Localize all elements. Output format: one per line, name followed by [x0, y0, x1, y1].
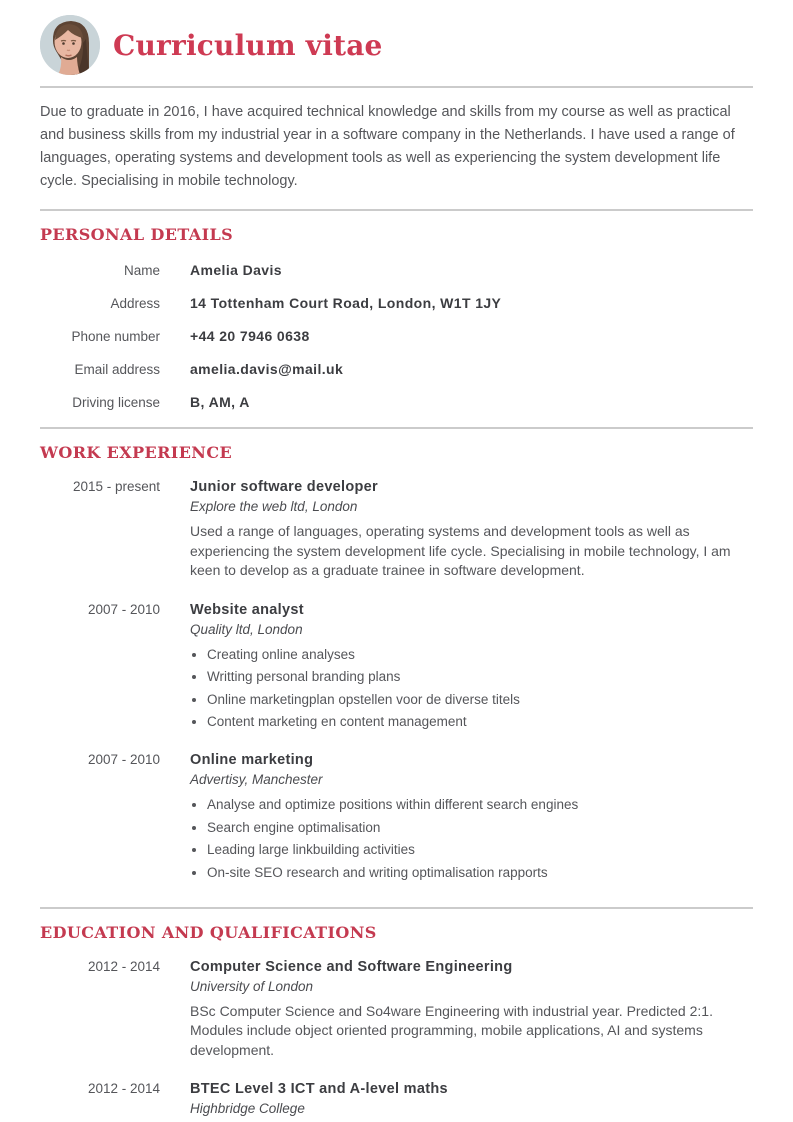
job-description: Used a range of languages, operating systems and development tools as well as experiencing the system development life cycle. Specialising in mobile technology, I am keen to develop as a graduate trainee in software development.: [190, 523, 731, 578]
detail-label: Name: [123, 263, 160, 278]
job-title: Online marketing: [190, 752, 314, 768]
education-entry: [40, 1081, 753, 1116]
detail-row: [40, 328, 753, 344]
divider: [40, 86, 753, 88]
section-personal-details: [40, 225, 753, 410]
detail-value-address: 14 Tottenham Court Road, London, W1T 1JY: [190, 295, 502, 311]
education-list: [40, 959, 753, 1117]
divider: [40, 907, 753, 909]
job-title: Website analyst: [190, 601, 304, 618]
job-period: 2015 - present: [72, 479, 160, 494]
detail-label: Email address: [74, 362, 160, 377]
work-experience-heading: WORK EXPERIENCE: [40, 443, 233, 462]
job-entry: [40, 479, 753, 581]
education-organization: Highbridge College: [190, 1101, 305, 1116]
detail-value-name: Amelia Davis: [190, 262, 282, 278]
education-organization: University of London: [190, 978, 314, 994]
header: [40, 0, 753, 75]
education-body: [160, 1081, 753, 1116]
job-body: [160, 752, 753, 882]
detail-label: Driving license: [72, 395, 160, 410]
education-heading: EDUCATION AND QUALIFICATIONS: [40, 922, 377, 942]
divider: [40, 209, 753, 211]
detail-label: Address: [110, 296, 160, 311]
job-bullet-list: [190, 796, 753, 882]
job-bullet: • Search engine optimalisation: [207, 819, 753, 837]
job-organization: Quality ltd, London: [190, 621, 303, 637]
detail-row: [40, 295, 753, 311]
job-bullet: • Online marketingplan opstellen voor de diverse titels: [207, 691, 753, 709]
detail-value-email: amelia.davis@mail.uk: [190, 361, 344, 377]
detail-label: Phone number: [71, 329, 160, 344]
detail-row: [40, 361, 753, 377]
job-body: [160, 602, 753, 732]
education-description: BSc Computer Science and So4ware Engineering with industrial year. Predicted 2:1. Modules include object oriented programming, mobile applications, AI and systems development.: [190, 1002, 713, 1058]
avatar: [40, 15, 100, 75]
detail-row: [40, 262, 753, 278]
job-bullet: • Writting personal branding plans: [207, 668, 753, 686]
job-entry: [40, 752, 753, 882]
job-period: 2007 - 2010: [87, 752, 160, 767]
education-entry: [40, 959, 753, 1061]
section-education: [40, 923, 753, 1117]
job-period: 2007 - 2010: [87, 601, 160, 617]
work-experience-list: [40, 479, 753, 882]
job-organization: Explore the web ltd, London: [190, 499, 358, 514]
job-bullet: • Content marketing en content management: [207, 713, 753, 731]
job-bullet: • Analyse and optimize positions within different search engines: [207, 796, 753, 814]
job-organization: Advertisy, Manchester: [190, 772, 323, 787]
job-entry: [40, 602, 753, 732]
education-period: 2012 - 2014: [87, 958, 160, 974]
personal-details-list: [40, 262, 753, 410]
page-title: Curriculum vitae: [113, 28, 383, 62]
job-body: [160, 479, 753, 581]
job-bullet-list: [190, 646, 753, 732]
job-bullet: • Leading large linkbuilding activities: [207, 841, 753, 859]
personal-details-heading: PERSONAL DETAILS: [40, 225, 234, 244]
education-period: 2012 - 2014: [87, 1081, 160, 1096]
job-bullet: • Creating online analyses: [207, 646, 753, 664]
avatar-photo-icon: [40, 15, 100, 75]
detail-value-driving-license: B, AM, A: [190, 394, 250, 410]
divider: [40, 427, 753, 429]
section-work-experience: [40, 443, 753, 882]
job-bullet: • On-site SEO research and writing optimalisation rapports: [207, 864, 753, 882]
intro-paragraph: Due to graduate in 2016, I have acquired technical knowledge and skills from my course as well as practical and business skills from my industrial year in a software company in the Netherlands. I have used a range of languages, operating systems and development tools as well as experiencing the system development life cycle. Specialising in mobile technology.: [40, 104, 735, 189]
education-title: Computer Science and Software Engineering: [190, 958, 513, 975]
detail-row: [40, 394, 753, 410]
job-title: Junior software developer: [190, 479, 378, 495]
detail-value-phone: +44 20 7946 0638: [190, 328, 310, 344]
education-body: [160, 959, 753, 1061]
education-title: BTEC Level 3 ICT and A-level maths: [190, 1081, 448, 1097]
